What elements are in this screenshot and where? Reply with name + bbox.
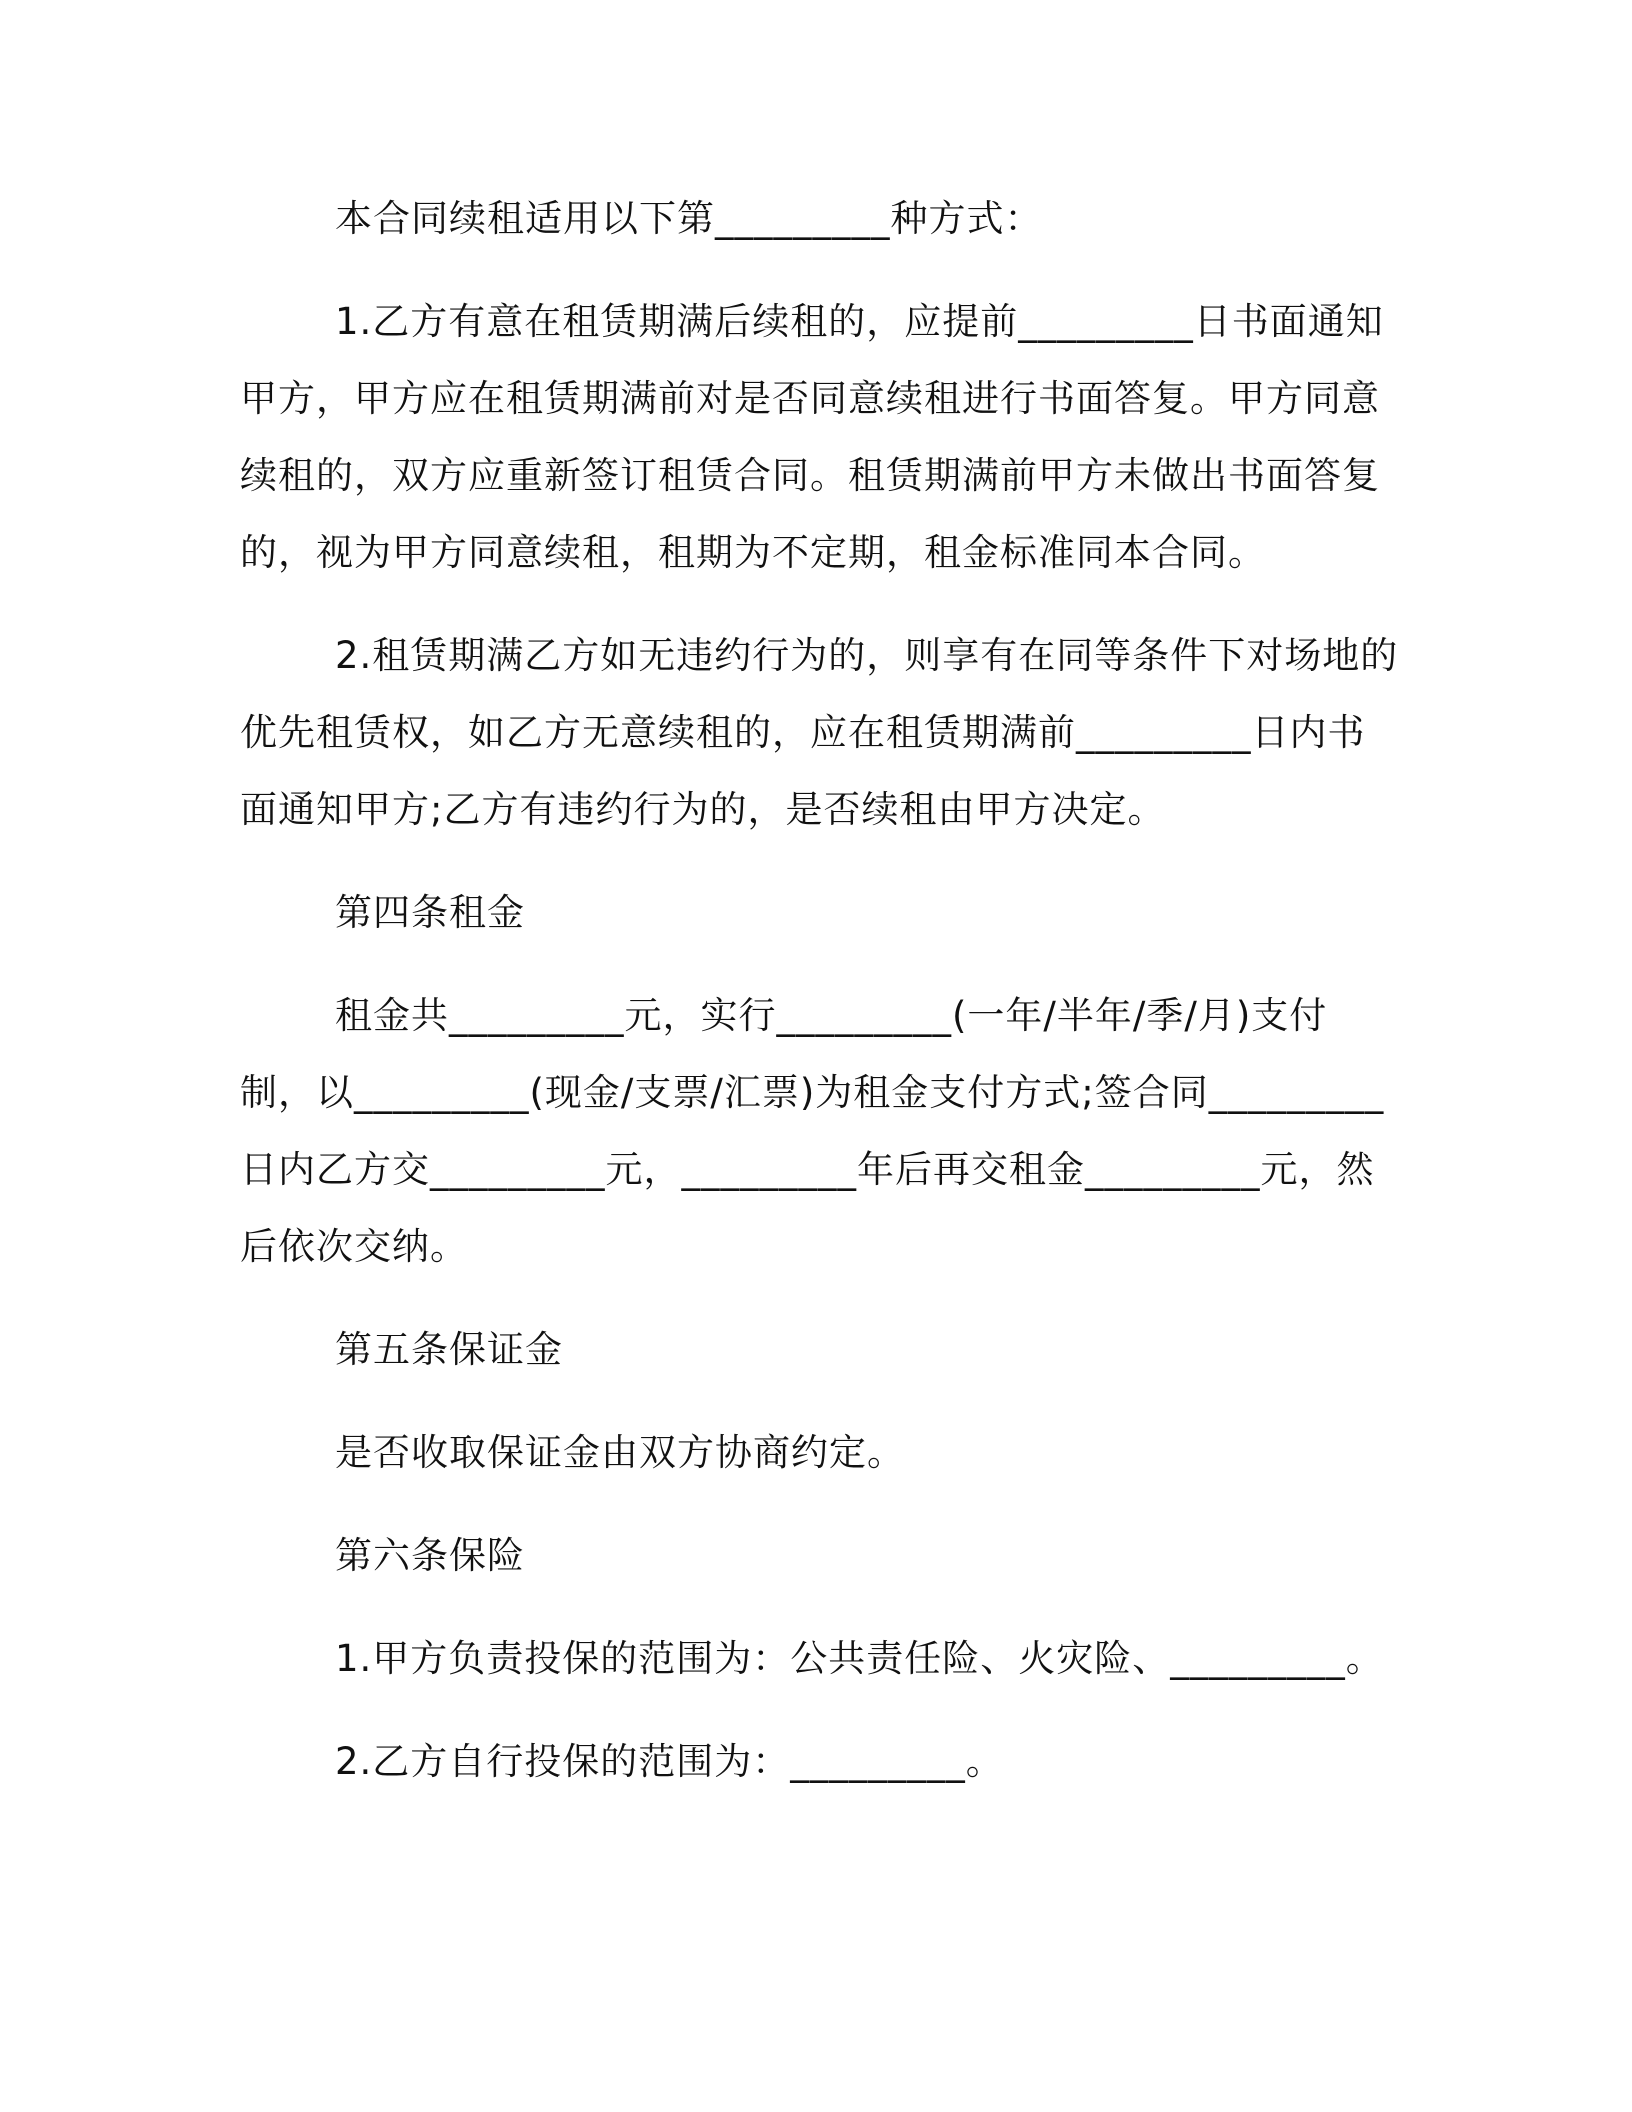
renewal-method-paragraph: 本合同续租适用以下第_________种方式： — [335, 197, 1043, 240]
rent-paragraph: 租金共_________元，实行_________(一年/半年/季/月)支付制，以_________(现金/支票/汇票)为租金支付方式;签合同_________日内乙方交_________元，_________年后再交租金_________元，然后依次交纳。 — [240, 994, 1385, 1268]
section-heading-rent: 第四条租金 — [335, 891, 525, 934]
renewal-clause-2: 2.租赁期满乙方如无违约行为的，则享有在同等条件下对场地的优先租赁权，如乙方无意续租的，应在租赁期满前_________日内书面通知甲方;乙方有违约行为的，是否续租由甲方决定。 — [240, 634, 1399, 831]
section-heading-insurance: 第六条保险 — [335, 1534, 525, 1577]
document-body — [240, 180, 1400, 1826]
deposit-paragraph: 是否收取保证金由双方协商约定。 — [335, 1431, 905, 1474]
insurance-clause-2: 2.乙方自行投保的范围为：_________。 — [335, 1740, 1004, 1783]
section-heading-deposit: 第五条保证金 — [335, 1328, 563, 1371]
renewal-clause-1: 1.乙方有意在租赁期满后续租的，应提前_________日书面通知甲方，甲方应在租赁期满前对是否同意续租进行书面答复。甲方同意续租的，双方应重新签订租赁合同。租赁期满前甲方未做出书面答复的，视为甲方同意续租，租期为不定期，租金标准同本合同。 — [240, 300, 1384, 574]
insurance-clause-1: 1.甲方负责投保的范围为：公共责任险、火灾险、_________。 — [335, 1637, 1384, 1680]
